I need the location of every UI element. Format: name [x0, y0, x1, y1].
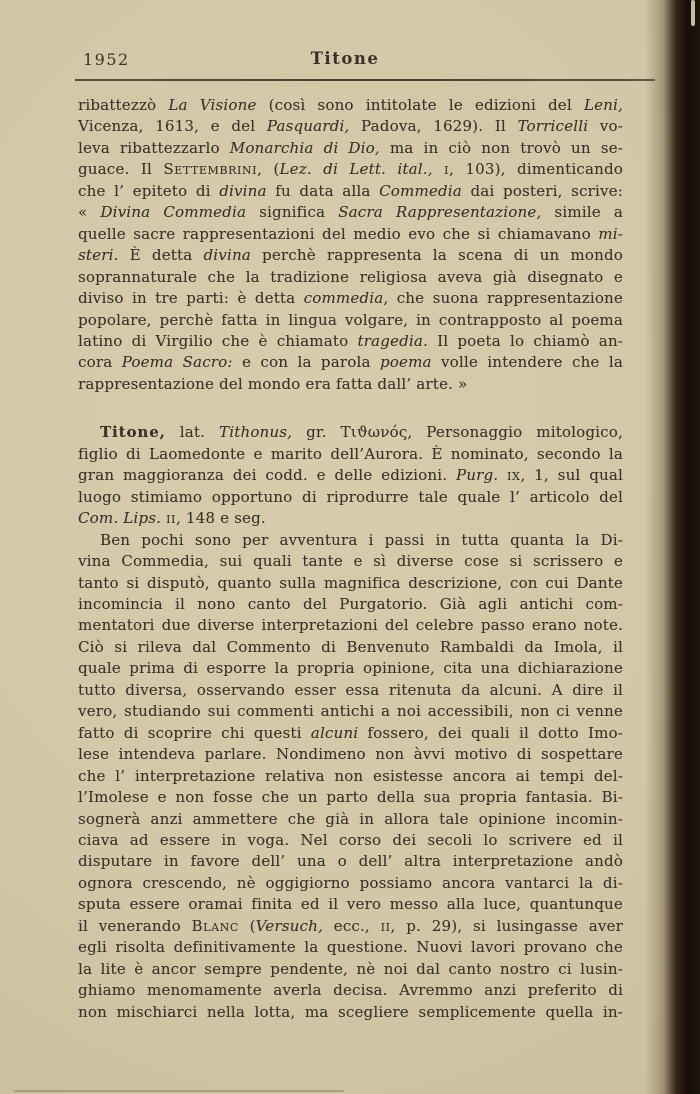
text-segment: Monarchia di Dio,: [229, 138, 380, 157]
text-line: [78, 573, 623, 594]
text-line: [78, 894, 623, 915]
text-line: [78, 202, 623, 223]
text-segment: perchè rappresenta la scena di un mondo: [250, 246, 623, 265]
text-segment: che l’ epiteto di: [78, 181, 220, 200]
text-line: [78, 830, 623, 851]
text-line: [78, 809, 623, 830]
text-segment: Il poeta lo chiamò an-: [427, 331, 624, 350]
text-segment: commedia,: [303, 289, 389, 308]
text-segment: Commedia: [379, 181, 462, 200]
text-segment: fatto di scoprire chi questi: [78, 723, 311, 742]
text-segment: Torricelli: [517, 117, 589, 136]
text-segment: quelle sacre rappresentazioni del medio evo che si chiamavano: [78, 224, 599, 243]
text-segment: Blanc: [191, 916, 239, 935]
text-segment: Leni,: [583, 96, 624, 114]
header-rule: [75, 79, 655, 81]
text-segment: Padova, 1629). Il: [349, 117, 518, 136]
text-block: [78, 95, 623, 1023]
text-segment: ma in ciò non trovò un se-: [379, 138, 623, 157]
text-segment: lat.: [165, 423, 220, 442]
text-segment: dai posteri, scrive:: [461, 181, 623, 200]
text-line: [78, 594, 623, 615]
text-segment: ognora crescendo, nè oggigiorno possiamo ancora vantarci la di-: [78, 873, 623, 892]
text-line: [78, 530, 623, 551]
text-segment: Versuch,: [255, 916, 323, 935]
text-segment: incomincia il nono canto del Purgatorio. Già agli antichi com-: [78, 594, 623, 613]
text-segment: lese intendeva parlare. Nondimeno non àvvi motivo di sospettare: [78, 745, 623, 764]
text-segment: che suona rappresentazione: [388, 289, 623, 308]
text-segment: vero, studiando sui commenti antichi a noi accessibili, non ci venne: [78, 702, 623, 721]
text-segment: mentatori due diverse interpretazioni del celebre passo erano note.: [78, 616, 623, 635]
text-segment: divina: [203, 246, 251, 265]
text-segment: alcuni: [310, 723, 359, 742]
text-line: [78, 116, 623, 137]
text-segment: volle intendere che la: [431, 353, 623, 372]
text-line: [78, 224, 623, 245]
text-segment: l’Imolese e non fosse che un parto della sua propria fantasia. Bi-: [78, 788, 623, 807]
page-number: 1952: [83, 50, 130, 69]
text-segment: [433, 160, 444, 178]
text-line: [78, 980, 623, 1001]
text-segment: cora: [78, 353, 122, 372]
text-segment: Ciò si rileva dal Commento di Benvenuto Rambaldi da Imola, il: [78, 637, 623, 656]
text-line: [78, 680, 623, 701]
text-segment: rappresentazione del mondo era fatta dall’ arte. »: [78, 374, 468, 393]
text-segment: mi-: [598, 224, 623, 243]
text-line: [78, 487, 623, 508]
text-segment: Tithonus,: [219, 423, 293, 442]
text-segment: Divina Commedia: [100, 203, 247, 222]
text-line: [78, 465, 623, 486]
text-line: [78, 374, 623, 395]
page-edge-highlight: [691, 0, 695, 26]
text-line: [78, 723, 623, 744]
text-segment: sognerà anzi ammettere che già in allora tale opinione incomin-: [78, 809, 623, 828]
text-segment: gran maggioranza dei codd. e delle edizioni.: [78, 466, 456, 485]
text-line: [78, 851, 623, 872]
text-line: [78, 181, 623, 202]
text-segment: fu data alla: [266, 181, 380, 200]
text-segment: tutto diversa, osservando esser essa ritenuta da alcuni. A dire il: [78, 680, 623, 699]
text-segment: steri.: [78, 246, 119, 265]
text-line: [78, 245, 623, 266]
text-segment: tragedia.: [357, 331, 428, 350]
text-segment: Sacra Rappresentazione,: [338, 203, 542, 222]
text-segment: popolare, perchè fatta in lingua volgare, in contrapposto al poema: [78, 310, 623, 329]
text-segment: Poema Sacro:: [121, 353, 233, 372]
text-line: [78, 637, 623, 658]
text-segment: ciava ad essere in voga. Nel corso dei secoli lo scrivere ed il: [78, 830, 623, 849]
text-segment: La Visione: [168, 96, 257, 114]
text-segment: diviso in tre parti: è detta: [78, 289, 304, 308]
text-segment: vina Commedia, sui quali tante e sì diverse cose si scrissero e: [78, 552, 623, 571]
text-segment: poema: [379, 353, 432, 372]
text-segment: Com. Lips.: [78, 509, 162, 528]
text-segment: leva ribattezzarlo: [78, 138, 230, 157]
text-segment: , 1, sul qual: [520, 466, 624, 485]
text-segment: ii: [166, 509, 176, 528]
text-segment: ecc.,: [322, 916, 381, 935]
text-segment: divina: [219, 181, 267, 200]
text-segment: figlio di Laomedonte e marito dell’Aurora. È nominato, secondo la: [78, 444, 623, 463]
text-line: [78, 658, 623, 679]
text-segment: «: [78, 203, 101, 222]
text-segment: guace. Il: [78, 160, 164, 179]
text-segment: significa: [246, 203, 339, 222]
text-segment: la lite è ancor sempre pendente, nè noi dal canto nostro ci lusin-: [78, 959, 623, 978]
text-segment: È detta: [118, 246, 204, 265]
running-header: [75, 49, 655, 71]
text-segment: Settembrini: [163, 160, 258, 179]
text-segment: Ben pochi sono per avventura i passi in tutta quanta la Di-: [100, 530, 623, 549]
text-segment: , (: [257, 160, 280, 179]
text-line: [78, 331, 623, 352]
text-segment: gr. Τιϑωνός, Personaggio mitologico,: [292, 423, 623, 442]
text-segment: luogo stimiamo opportuno di riprodurre tale quale l’ articolo del: [78, 487, 623, 506]
text-segment: che l’ interpretazione relativa non esistesse ancora ai tempi del-: [78, 766, 623, 785]
text-line: [78, 444, 623, 465]
text-segment: Pasquardi,: [266, 117, 350, 136]
text-segment: Vicenza, 1613, e del: [78, 117, 267, 136]
text-segment: Titone,: [100, 423, 166, 442]
text-segment: quale prima di esporre la propria opinione, cita una dichiarazione: [78, 659, 623, 678]
page-bottom-shadow: [14, 1090, 344, 1092]
paragraph: [78, 422, 623, 529]
text-line: [78, 873, 623, 894]
text-line: [78, 701, 623, 722]
text-line: [78, 744, 623, 765]
paragraph: [78, 530, 623, 1023]
text-segment: simile a: [541, 203, 623, 222]
text-segment: egli risolta definitivamente la questione. Nuovi lavori provano che: [78, 938, 623, 957]
text-segment: (: [238, 916, 256, 935]
text-segment: ii: [380, 916, 391, 935]
text-segment: disputare in favore dell’ una o dell’ altra interpretazione andò: [78, 852, 623, 871]
text-line: [78, 551, 623, 572]
text-line: [78, 138, 623, 159]
text-line: [78, 352, 623, 373]
text-segment: il venerando: [78, 916, 192, 935]
text-line: [78, 916, 623, 937]
text-line: [78, 959, 623, 980]
text-segment: , 148 e seg.: [175, 509, 266, 528]
text-segment: non mischiarci nella lotta, ma scegliere semplicemente quella in-: [78, 1002, 623, 1021]
page-title: Titone: [310, 49, 380, 68]
text-segment: latino di Virgilio che è chiamato: [78, 331, 358, 350]
text-line: [78, 288, 623, 309]
text-segment: , p. 29), si lusingasse aver: [390, 916, 623, 935]
text-line: [78, 766, 623, 787]
text-line: [78, 937, 623, 958]
paragraph: [78, 95, 623, 395]
text-line: [78, 159, 623, 180]
text-segment: , 103), dimenticando: [449, 160, 623, 179]
text-segment: [498, 466, 507, 484]
text-segment: sputa essere oramai finita ed il vero messo alla luce, quantunque: [78, 895, 623, 914]
text-segment: vo-: [588, 117, 623, 136]
text-segment: fossero, dei quali il dotto Imo-: [358, 723, 624, 742]
text-line: [78, 787, 623, 808]
text-segment: e con la parola: [232, 353, 380, 372]
text-line: [78, 508, 623, 529]
text-line: [78, 615, 623, 636]
text-segment: soprannaturale che la tradizione religiosa aveva già disegnato e: [78, 267, 623, 286]
text-line: [78, 1002, 623, 1023]
text-segment: ghiamo menomamente averla decisa. Avremmo anzi preferito di: [78, 981, 623, 1000]
text-line: [78, 422, 623, 443]
text-line: [78, 95, 623, 116]
text-segment: (così sono intitolate le edizioni del: [256, 96, 584, 114]
text-segment: i: [444, 160, 450, 179]
text-segment: ix: [507, 466, 521, 485]
text-segment: tanto si disputò, quanto sulla magnifica descrizione, con cui Dante: [78, 573, 623, 592]
text-line: [78, 310, 623, 331]
text-segment: Lez. di Lett. ital.,: [279, 160, 433, 179]
text-segment: ribattezzò: [78, 96, 169, 114]
text-line: [78, 267, 623, 288]
text-segment: Purg.: [455, 466, 499, 485]
